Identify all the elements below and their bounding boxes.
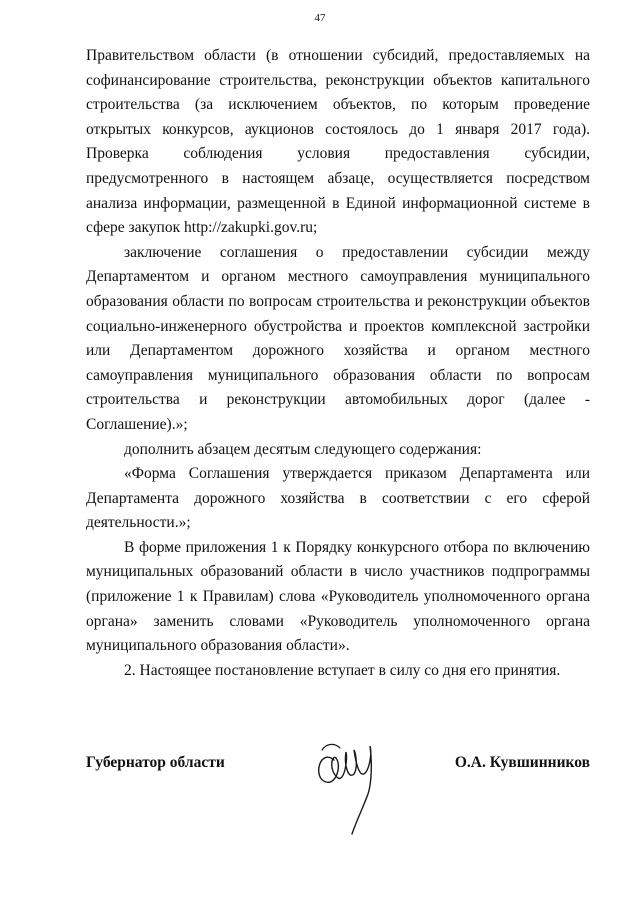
document-body xyxy=(86,44,590,683)
paragraph-continuation: Правительством области (в отношении субсидий, предоставляемых на софинансирование строительства, реконструкции объектов капитального строительства (за исключением объектов, по которым проведение открытых конкурсов, аукционов состоялось до 1 января 2017 года). Проверка соблюдения условия предоставления субсидии, предусмотренного в настоящем абзаце, осуществляется посредством анализа информации, размещенной в Единой информационной системе в сфере закупок http://zakupki.gov.ru; xyxy=(86,47,590,237)
paragraph-effective-date: 2. Настоящее постановление вступает в силу со дня его принятия. xyxy=(124,661,561,679)
paragraph-supplement: дополнить абзацем десятым следующего содержания: xyxy=(124,440,482,458)
paragraph-agreement: заключение соглашения о предоставлении субсидии между Департаментом и органом местного самоуправления муниципального образования области по вопросам строительства и реконструкции объектов социально-инженерного обустройства и проектов комплексной застройки или Департаментом дорожного хозяйства и органом местного самоуправления муниципального образования области по вопросам строительства и реконструкции автомобильных дорог (далее - Соглашение).»; xyxy=(86,243,590,433)
paragraph-agreement-form: «Форма Соглашения утверждается приказом Департамента или Департамента дорожного хозяйства в соответствии с его сферой деятельности.»; xyxy=(86,465,590,532)
handwritten-signature xyxy=(312,730,392,840)
signature-block xyxy=(86,720,590,840)
signatory-name: О.А. Кувшинников xyxy=(454,754,590,771)
page-number: 47 xyxy=(314,12,326,24)
paragraph-appendix-change: В форме приложения 1 к Порядку конкурсного отбора по включению муниципальных образований области в число участников подпрограммы (приложение 1 к Правилам) слова «Руководитель уполномоченного органа органа» заменить словами «Руководитель уполномоченного органа муниципального образования области». xyxy=(86,538,590,655)
signatory-title: Губернатор области xyxy=(86,754,225,771)
